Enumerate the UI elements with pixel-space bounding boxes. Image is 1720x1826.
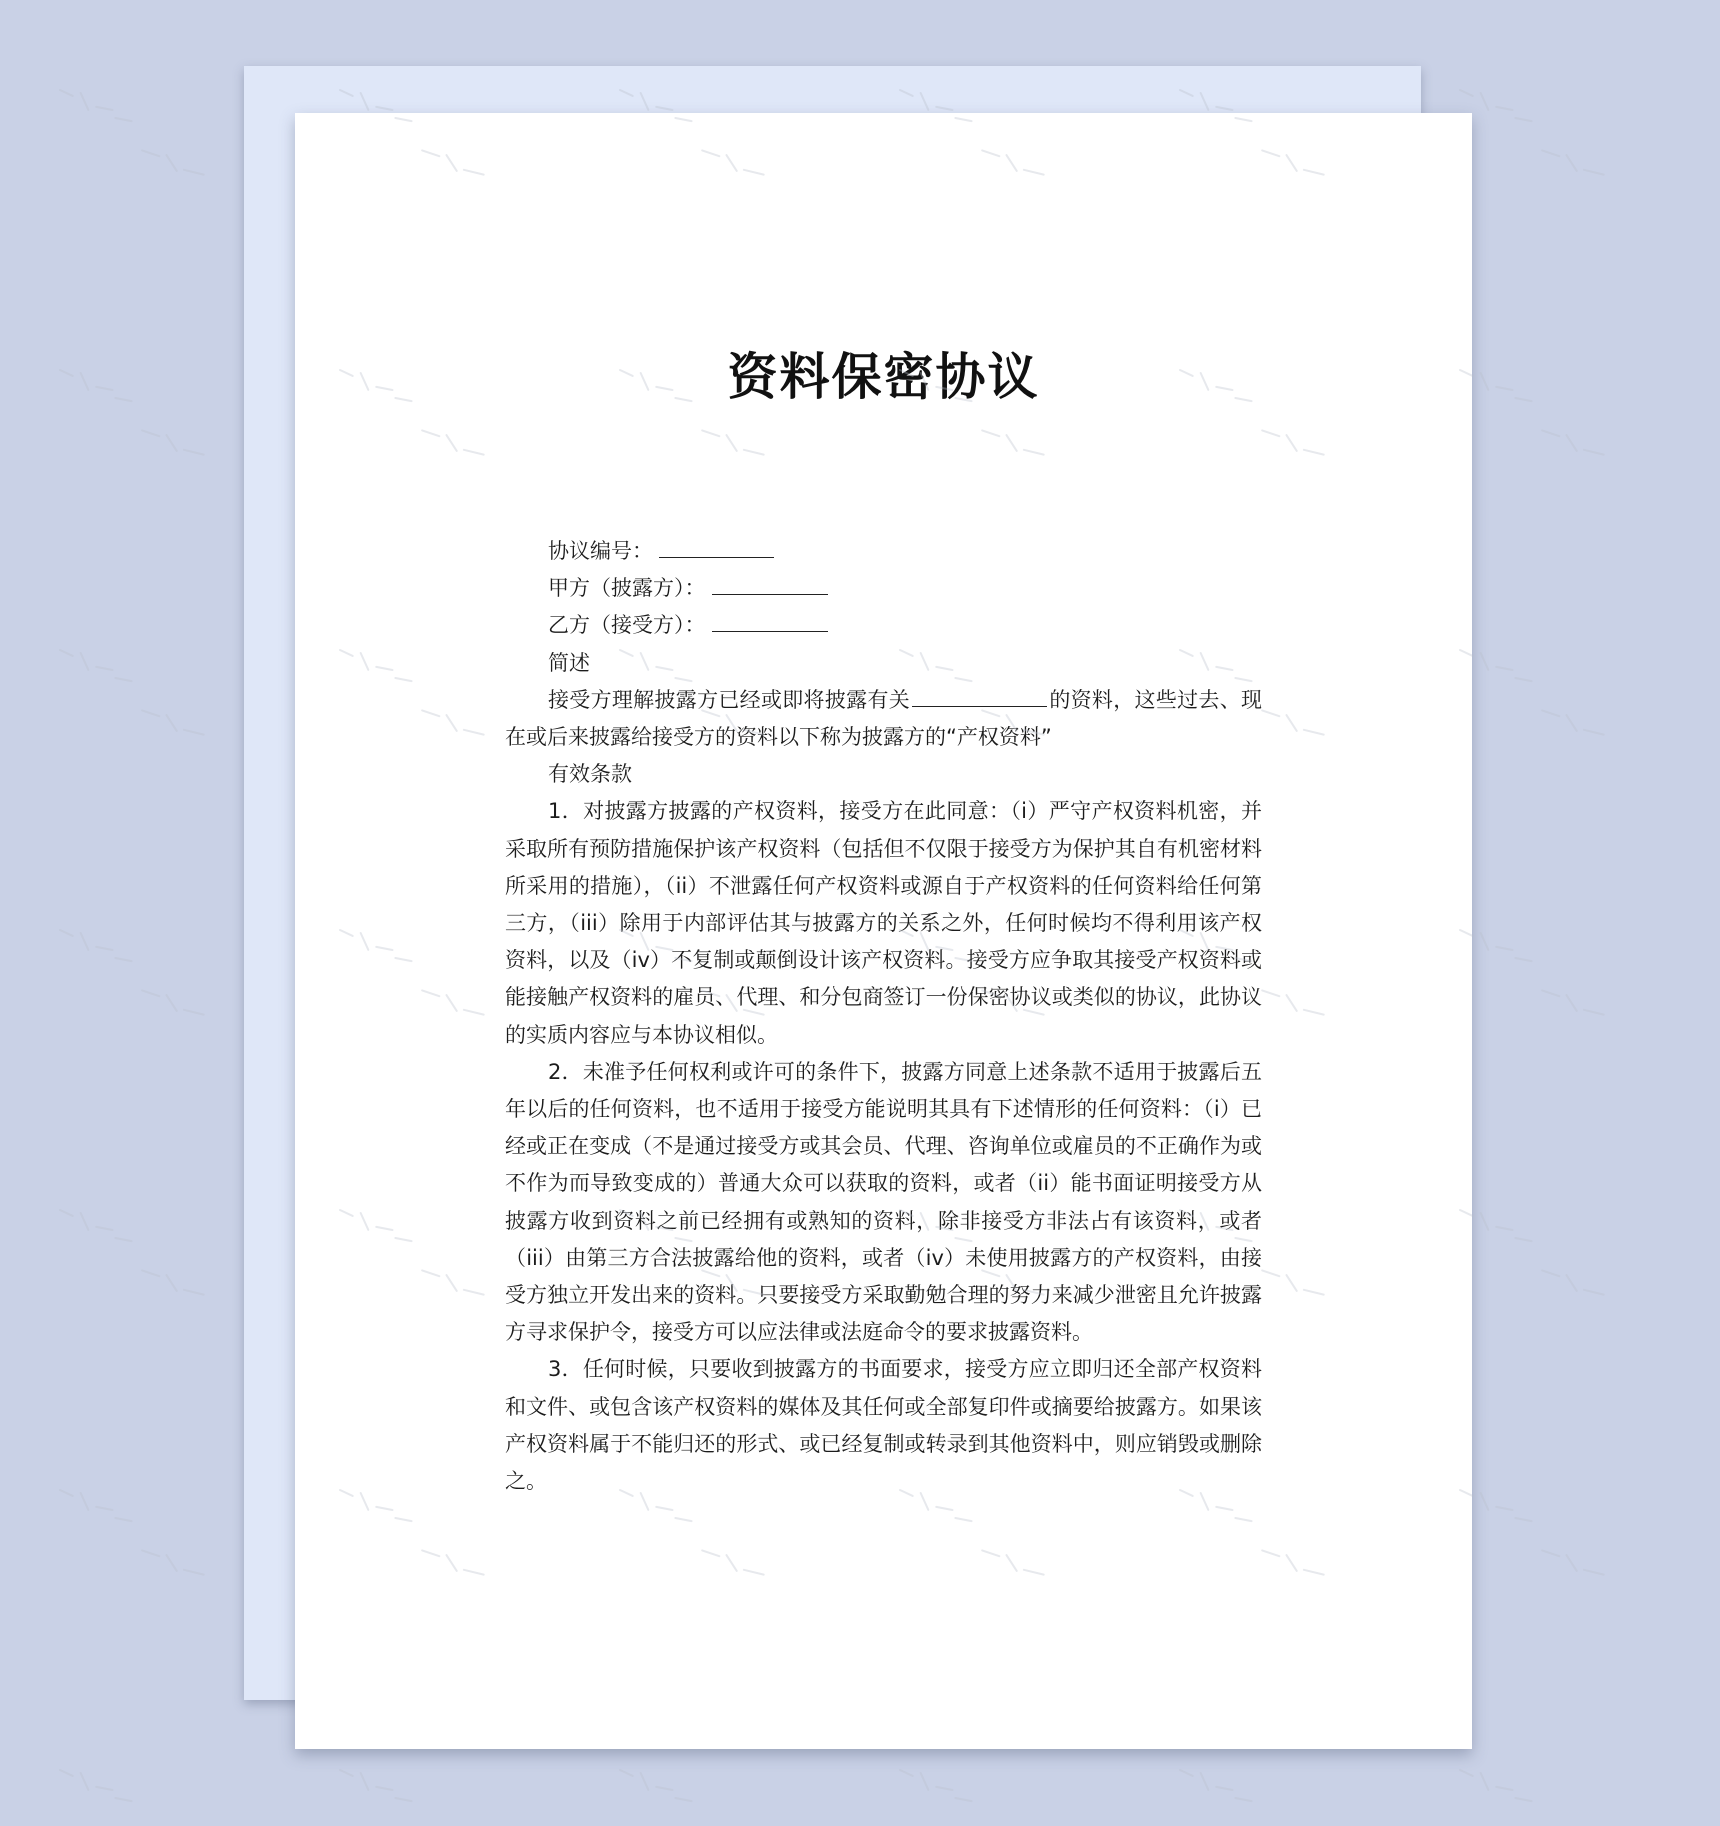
document-page xyxy=(295,113,1472,1749)
party-b-label: 乙方（接受方）： xyxy=(548,613,706,638)
watermark-mark xyxy=(1450,365,1613,462)
watermark-mark xyxy=(610,1765,773,1826)
section-summary-heading: 简述 xyxy=(548,650,590,675)
watermark-mark xyxy=(1450,1485,1613,1582)
watermark-mark xyxy=(1170,1765,1333,1826)
party-a-line xyxy=(505,570,1262,607)
watermark-mark xyxy=(890,1765,1053,1826)
clause-2-paragraph: 2．未准予任何权利或许可的条件下，披露方同意上述条款不适用于披露后五年以后的任何资料，也不适用于接受方能说明其具有下述情形的任何资料：（i）已经或正在变成（不是通过接受方或其会员、代理、咨询单位或雇员的不正确作为或不作为而导致变成的）普通大众可以获取的资料，或者（ii）能书面证明接受方从披露方收到资料之前已经拥有或熟知的资料，除非接受方非法占有该资料，或者（iii）由第三方合法披露给他的资料，或者（iv）未使用披露方的产权资料，由接受方独立开发出来的资料。只要接受方采取勤勉合理的努力来减少泄密且允许披露方寻求保护令，接受方可以应法律或法庭命令的要求披露资料。 xyxy=(505,1059,1262,1345)
clause-1-paragraph: 1．对披露方披露的产权资料，接受方在此同意：（i）严守产权资料机密，并采取所有预防措施保护该产权资料（包括但不仅限于接受方为保护其自有机密材料所采用的措施），（ii）不泄露任何产权资料或源自于产权资料的任何资料给任何第三方，（iii）除用于内部评估其与披露方的关系之外，任何时候均不得利用该产权资料，以及（iv）不复制或颠倒设计该产权资料。接受方应争取其接受产权资料或能接触产权资料的雇员、代理、和分包商签订一份保密协议或类似的协议，此协议的实质内容应与本协议相似。 xyxy=(505,799,1262,1047)
summary-text-part2: 的资料，这些过去、现在或后来披露给接受方的资料以下称为披露方的“产权资料” xyxy=(505,687,1263,750)
agreement-number-line xyxy=(505,533,1262,570)
watermark-mark xyxy=(1450,85,1613,182)
watermark-mark xyxy=(1450,925,1613,1022)
watermark-mark xyxy=(50,85,213,182)
watermark-mark xyxy=(50,925,213,1022)
watermark-mark xyxy=(50,1485,213,1582)
document-body xyxy=(505,533,1262,1500)
watermark-mark xyxy=(50,1205,213,1302)
party-b-blank xyxy=(712,607,828,632)
watermark-mark xyxy=(1450,1205,1613,1302)
summary-text-part1: 接受方理解披露方已经或即将披露有关 xyxy=(548,687,911,712)
party-a-label: 甲方（披露方）： xyxy=(548,576,706,601)
watermark-mark xyxy=(50,365,213,462)
document-title: 资料保密协议 xyxy=(727,348,1040,406)
agreement-number-label: 协议编号： xyxy=(548,539,653,563)
watermark-mark xyxy=(50,1765,213,1826)
watermark-mark xyxy=(330,1765,493,1826)
watermark-mark xyxy=(1450,1765,1613,1826)
summary-blank xyxy=(912,682,1047,707)
section-terms-heading: 有效条款 xyxy=(548,762,632,787)
party-a-blank xyxy=(712,570,828,595)
watermark-mark xyxy=(1450,645,1613,742)
watermark-mark xyxy=(50,645,213,742)
summary-paragraph xyxy=(505,682,1262,756)
agreement-number-blank xyxy=(659,533,774,558)
party-b-line xyxy=(505,607,1262,644)
clause-3-paragraph: 3．任何时候，只要收到披露方的书面要求，接受方应立即归还全部产权资料和文件、或包含该产权资料的媒体及其任何或全部复印件或摘要给披露方。如果该产权资料属于不能归还的形式、或已经复制或转录到其他资料中，则应销毁或删除之。 xyxy=(505,1357,1262,1494)
